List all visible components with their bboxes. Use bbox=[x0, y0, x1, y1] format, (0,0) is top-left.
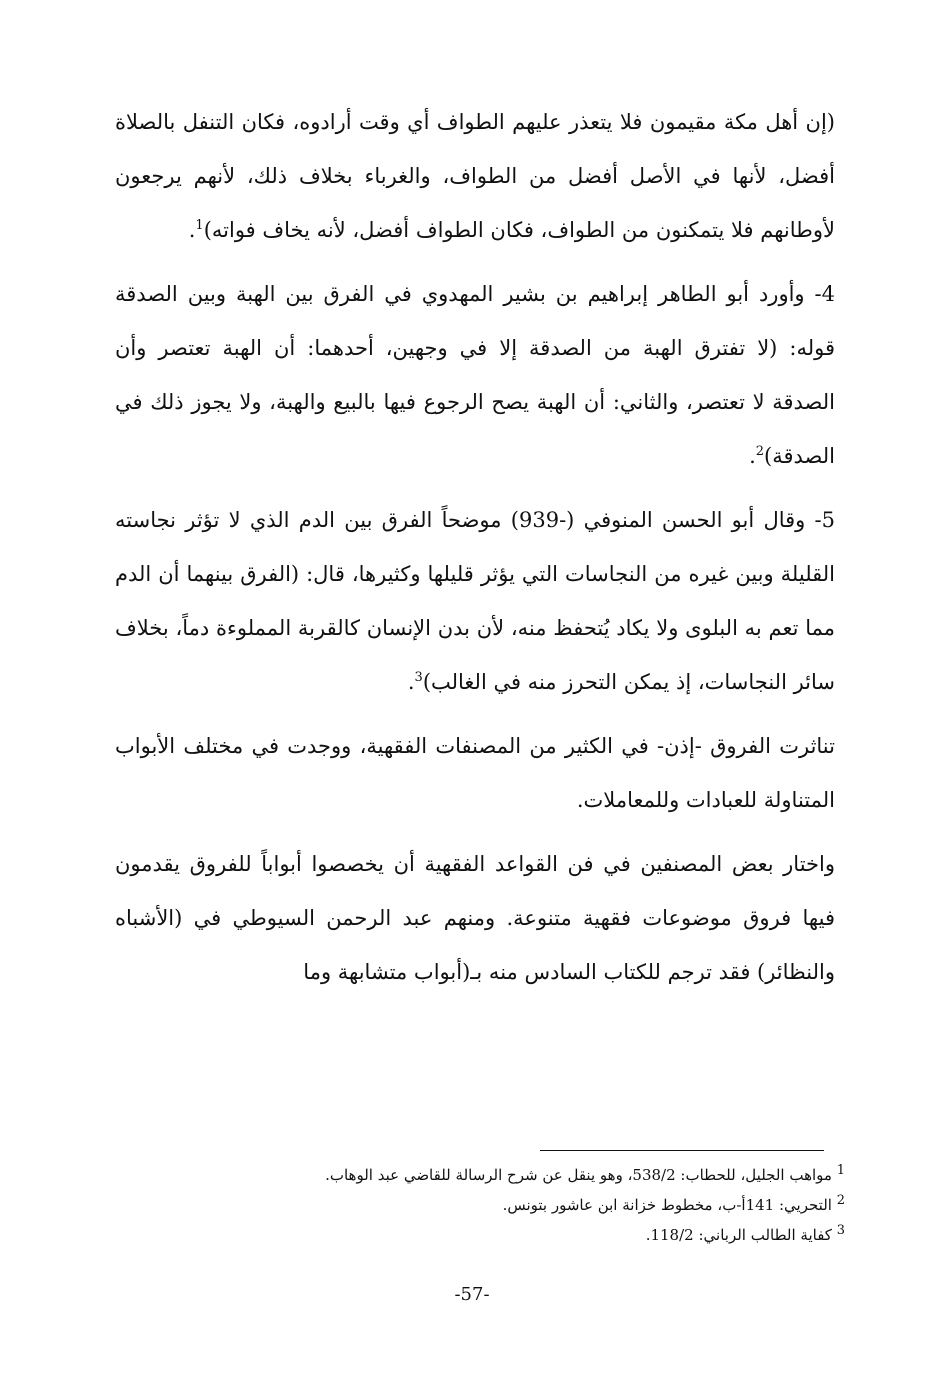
footnote-number: 2 bbox=[836, 1193, 845, 1208]
footnote-3 bbox=[115, 1220, 845, 1250]
paragraph-text: 5- وقال أبو الحسن المنوفي (-939) موضحاً الفرق بين الدم الذي لا تؤثر نجاسته القليلة وبين غيره من النجاسات التي يؤثر قليلها وكثيرها، قال: (الفرق بينهما أن الدم مما تعم به البلوى ولا يكاد يُتحفظ منه، لأن بدن الإنسان كالقربة المملوءة دماً، بخلاف سائر النجاسات، إذ يمكن التحرز منه في الغالب) bbox=[115, 508, 836, 694]
footnote-number: 3 bbox=[836, 1223, 845, 1238]
footnote-text: مواهب الجليل، للحطاب: 538/2، وهو ينقل عن شرح الرسالة للقاضي عبد الوهاب. bbox=[325, 1166, 832, 1184]
page-number: -57- bbox=[454, 1284, 490, 1305]
paragraph-text: (إن أهل مكة مقيمون فلا يتعذر عليهم الطواف أي وقت أرادوه، فكان التنفل بالصلاة أفضل، لأنها في الأصل أفضل من الطواف، والغرباء بخلاف ذلك، لأنهم يرجعون لأوطانهم فلا يتمكنون من الطواف، فكان الطواف أفضل، لأنه يخاف فواته) bbox=[115, 110, 835, 242]
paragraph-end: . bbox=[749, 444, 756, 468]
paragraph-1 bbox=[115, 95, 835, 257]
paragraph-text: واختار بعض المصنفين في فن القواعد الفقهية أن يخصصوا أبواباً للفروق يقدمون فيها فروق موضوعات فقهية متنوعة. ومنهم عبد الرحمن السيوطي في (الأشباه والنظائر) فقد ترجم للكتاب السادس منه بـ(أبواب متشابهة وما bbox=[115, 852, 835, 984]
paragraph-end: . bbox=[407, 670, 415, 694]
paragraph-end: . bbox=[188, 218, 196, 242]
main-text bbox=[115, 95, 835, 1009]
footnote-1 bbox=[115, 1160, 845, 1190]
footnote-ref-3: 3 bbox=[414, 670, 423, 685]
footnote-text: التحريي: 141أ-ب، مخطوط خزانة ابن عاشور بتونس. bbox=[502, 1196, 832, 1214]
paragraph-4 bbox=[115, 719, 835, 827]
footnotes bbox=[115, 1160, 845, 1250]
paragraph-2 bbox=[115, 267, 835, 483]
footnote-number: 1 bbox=[836, 1163, 845, 1178]
footnote-2 bbox=[115, 1190, 845, 1220]
footnote-text: كفاية الطالب الرباني: 118/2. bbox=[645, 1226, 832, 1244]
footnote-divider bbox=[540, 1150, 824, 1151]
paragraph-text: تناثرت الفروق -إذن- في الكثير من المصنفات الفقهية، ووجدت في مختلف الأبواب المتناولة للعبادات وللمعاملات. bbox=[115, 734, 835, 812]
footnote-ref-1: 1 bbox=[195, 218, 204, 233]
paragraph-text: 4- وأورد أبو الطاهر إبراهيم بن بشير المهدوي في الفرق بين الهبة وبين الصدقة قوله: (لا تفترق الهبة من الصدقة إلا في وجهين، أحدهما: أن الهبة تعتصر وأن الصدقة لا تعتصر، والثاني: أن الهبة يصح الرجوع فيها بالبيع والهبة، ولا يجوز ذلك في الصدقة) bbox=[115, 282, 835, 468]
footnote-ref-2: 2 bbox=[755, 444, 765, 459]
paragraph-3 bbox=[115, 493, 835, 709]
paragraph-5 bbox=[115, 837, 835, 999]
